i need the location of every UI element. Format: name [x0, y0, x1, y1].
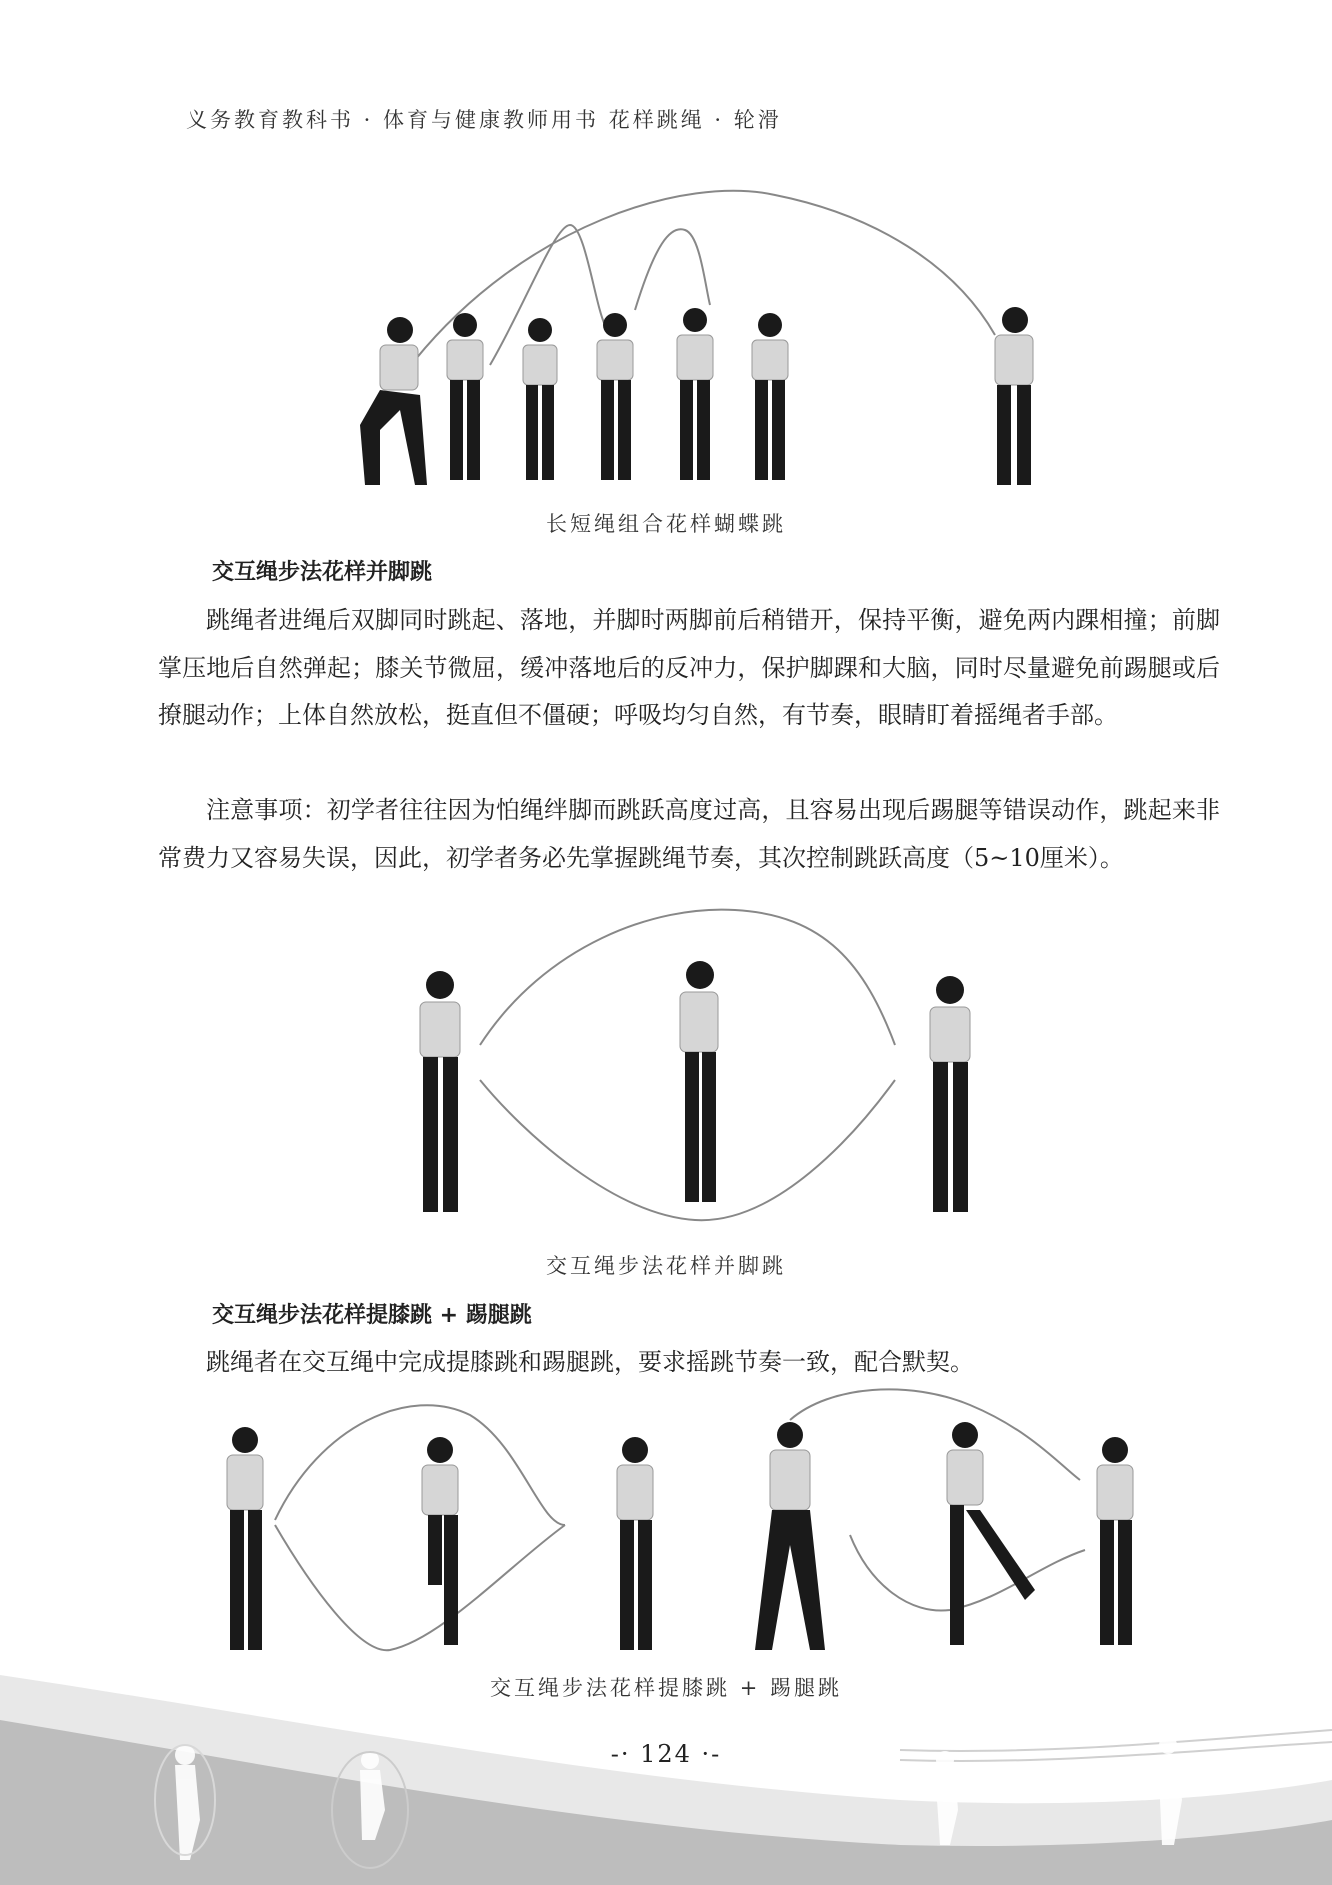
feet-together-jump-photo	[395, 905, 995, 1235]
footer-wave-graphic	[0, 1660, 1332, 1885]
figure-feet-together-jump	[395, 905, 995, 1235]
knee-lift-kick-jump-photo	[210, 1385, 1160, 1660]
body-paragraph: 注意事项：初学者往往因为怕绳绊脚而跳跃高度过高，且容易出现后踢腿等错误动作，跳起来非常费力又容易失误，因此，初学者务必先掌握跳绳节奏，其次控制跳跃高度（5~10厘米）。	[158, 796, 1220, 872]
section-heading: 交互绳步法花样提膝跳 + 踢腿跳	[212, 1303, 532, 1328]
figure-caption: 交互绳步法花样提膝跳 + 踢腿跳	[490, 1676, 842, 1700]
body-paragraph: 跳绳者进绳后双脚同时跳起、落地，并脚时两脚前后稍错开，保持平衡，避免两内踝相撞；前脚掌压地后自然弹起；膝关节微屈，缓冲落地后的反冲力，保护脚踝和大脑，同时尽量避免前踢腿或后撩腿动作；上体自然放松，挺直但不僵硬；呼吸均匀自然，有节奏，眼睛盯着摇绳者手部。	[158, 606, 1220, 729]
figure-caption: 交互绳步法花样并脚跳	[546, 1254, 786, 1278]
figure-caption: 长短绳组合花样蝴蝶跳	[546, 512, 786, 536]
figure-butterfly-jump	[355, 185, 1055, 495]
footer-decoration	[0, 1660, 1332, 1885]
running-head: 义务教育教科书 · 体育与健康教师用书 花样跳绳 · 轮滑	[186, 108, 782, 132]
figure-knee-lift-kick-jump	[210, 1385, 1160, 1660]
section-heading: 交互绳步法花样并脚跳	[212, 560, 433, 585]
butterfly-jump-photo	[355, 185, 1055, 495]
body-paragraph: 跳绳者在交互绳中完成提膝跳和踢腿跳，要求摇跳节奏一致，配合默契。	[206, 1348, 974, 1376]
page-number: -· 124 ·-	[610, 1740, 722, 1768]
